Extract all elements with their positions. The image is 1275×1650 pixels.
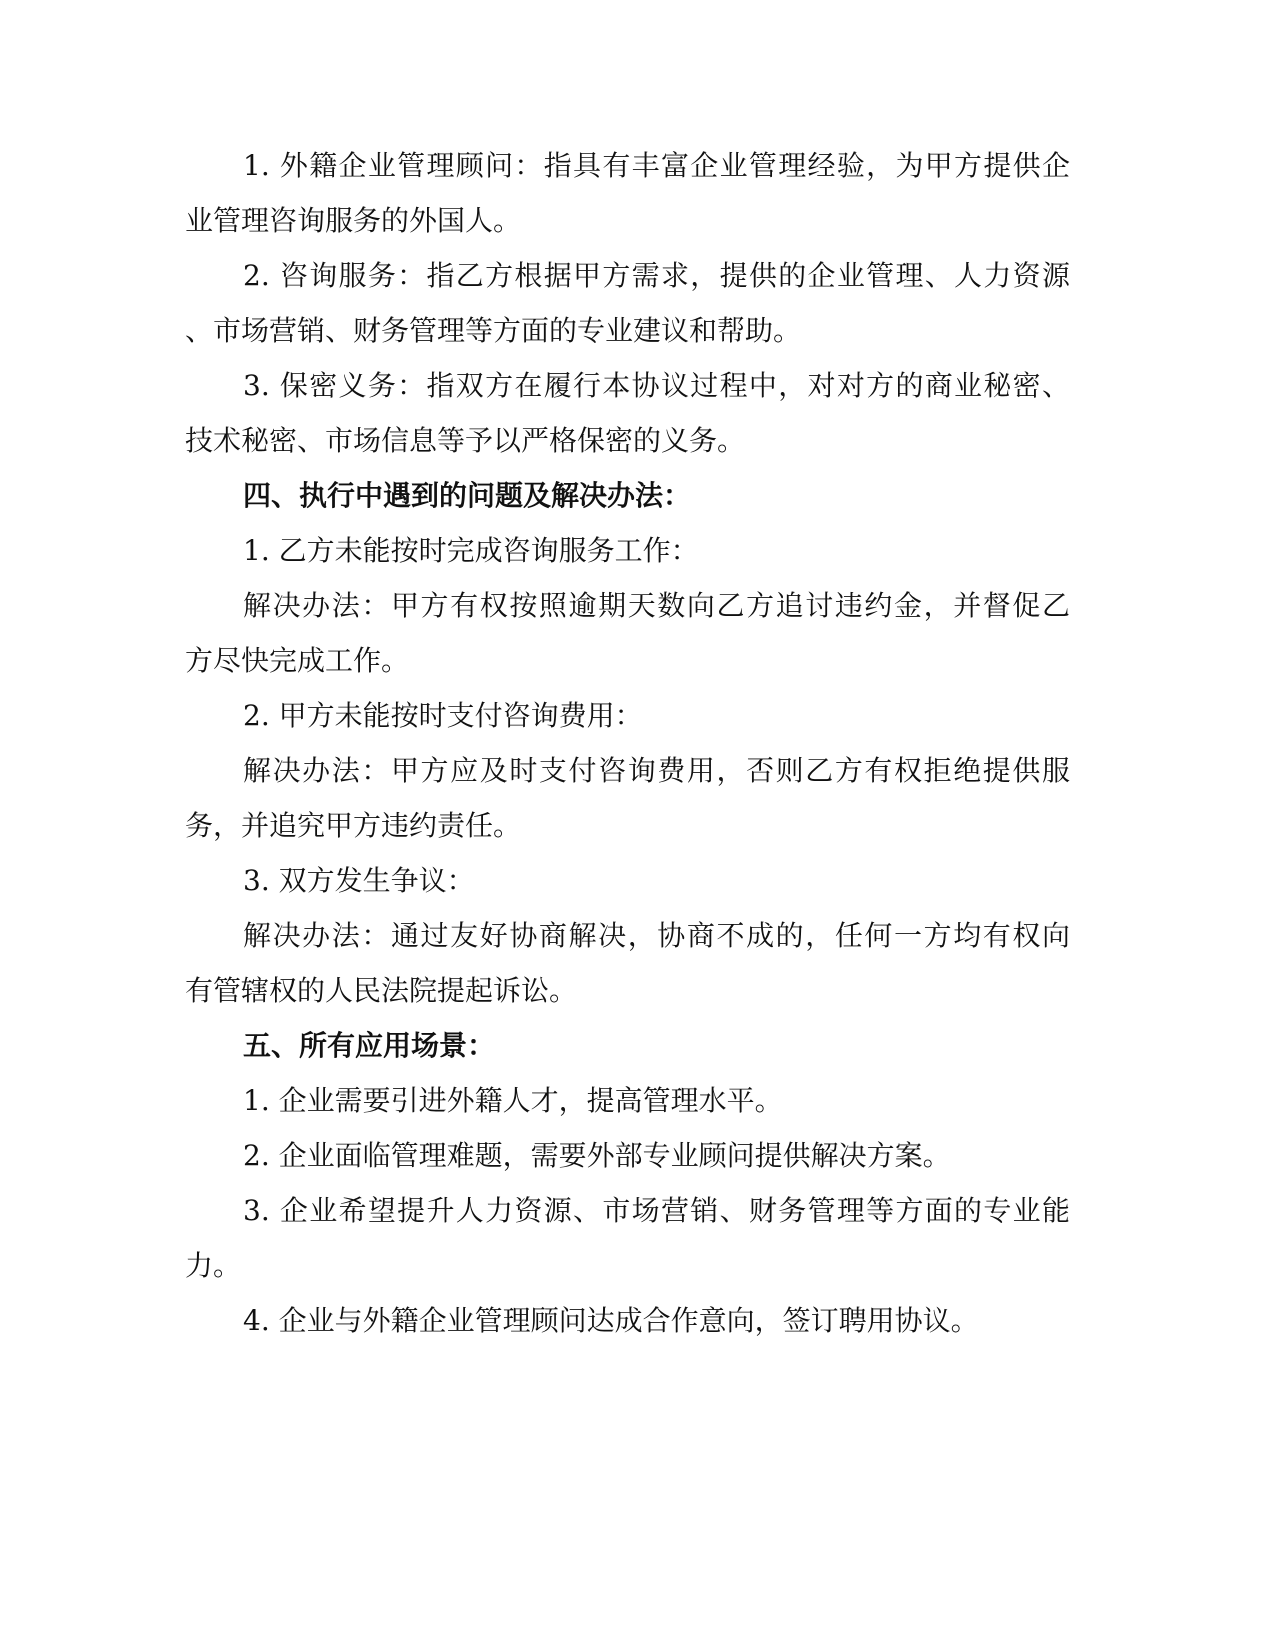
definition-3-line-1: 3. 保密义务：指双方在履行本协议过程中，对对方的商业秘密、 bbox=[243, 369, 1070, 402]
section-heading-scenarios: 五、所有应用场景： bbox=[243, 1029, 496, 1062]
solution-1-line-1: 解决办法：甲方有权按照逾期天数向乙方追讨违约金，并督促乙 bbox=[243, 589, 1070, 622]
problem-1: 1. 乙方未能按时完成咨询服务工作： bbox=[243, 534, 699, 567]
document-body bbox=[185, 138, 1070, 1348]
solution-1-line-2: 方尽快完成工作。 bbox=[185, 644, 410, 677]
solution-2-line-1: 解决办法：甲方应及时支付咨询费用，否则乙方有权拒绝提供服 bbox=[243, 754, 1070, 787]
definition-1-line-1: 1. 外籍企业管理顾问：指具有丰富企业管理经验，为甲方提供企 bbox=[243, 149, 1070, 182]
scenario-4: 4. 企业与外籍企业管理顾问达成合作意向，签订聘用协议。 bbox=[243, 1304, 979, 1337]
scenario-2: 2. 企业面临管理难题，需要外部专业顾问提供解决方案。 bbox=[243, 1139, 951, 1172]
problem-2: 2. 甲方未能按时支付咨询费用： bbox=[243, 699, 643, 732]
solution-3-line-1: 解决办法：通过友好协商解决，协商不成的，任何一方均有权向 bbox=[243, 919, 1070, 952]
definition-2-line-1: 2. 咨询服务：指乙方根据甲方需求，提供的企业管理、人力资源 bbox=[243, 259, 1070, 292]
definition-1-line-2: 业管理咨询服务的外国人。 bbox=[185, 204, 522, 237]
section-heading-problems: 四、执行中遇到的问题及解决办法： bbox=[243, 479, 692, 512]
definition-2-line-2: 、市场营销、财务管理等方面的专业建议和帮助。 bbox=[185, 314, 802, 347]
scenario-1: 1. 企业需要引进外籍人才，提高管理水平。 bbox=[243, 1084, 783, 1117]
solution-3-line-2: 有管辖权的人民法院提起诉讼。 bbox=[185, 974, 578, 1007]
solution-2-line-2: 务，并追究甲方违约责任。 bbox=[185, 809, 522, 842]
scenario-3-line-2: 力。 bbox=[185, 1249, 242, 1282]
definition-3-line-2: 技术秘密、市场信息等予以严格保密的义务。 bbox=[185, 424, 746, 457]
scenario-3-line-1: 3. 企业希望提升人力资源、市场营销、财务管理等方面的专业能 bbox=[243, 1194, 1070, 1227]
problem-3: 3. 双方发生争议： bbox=[243, 864, 475, 897]
